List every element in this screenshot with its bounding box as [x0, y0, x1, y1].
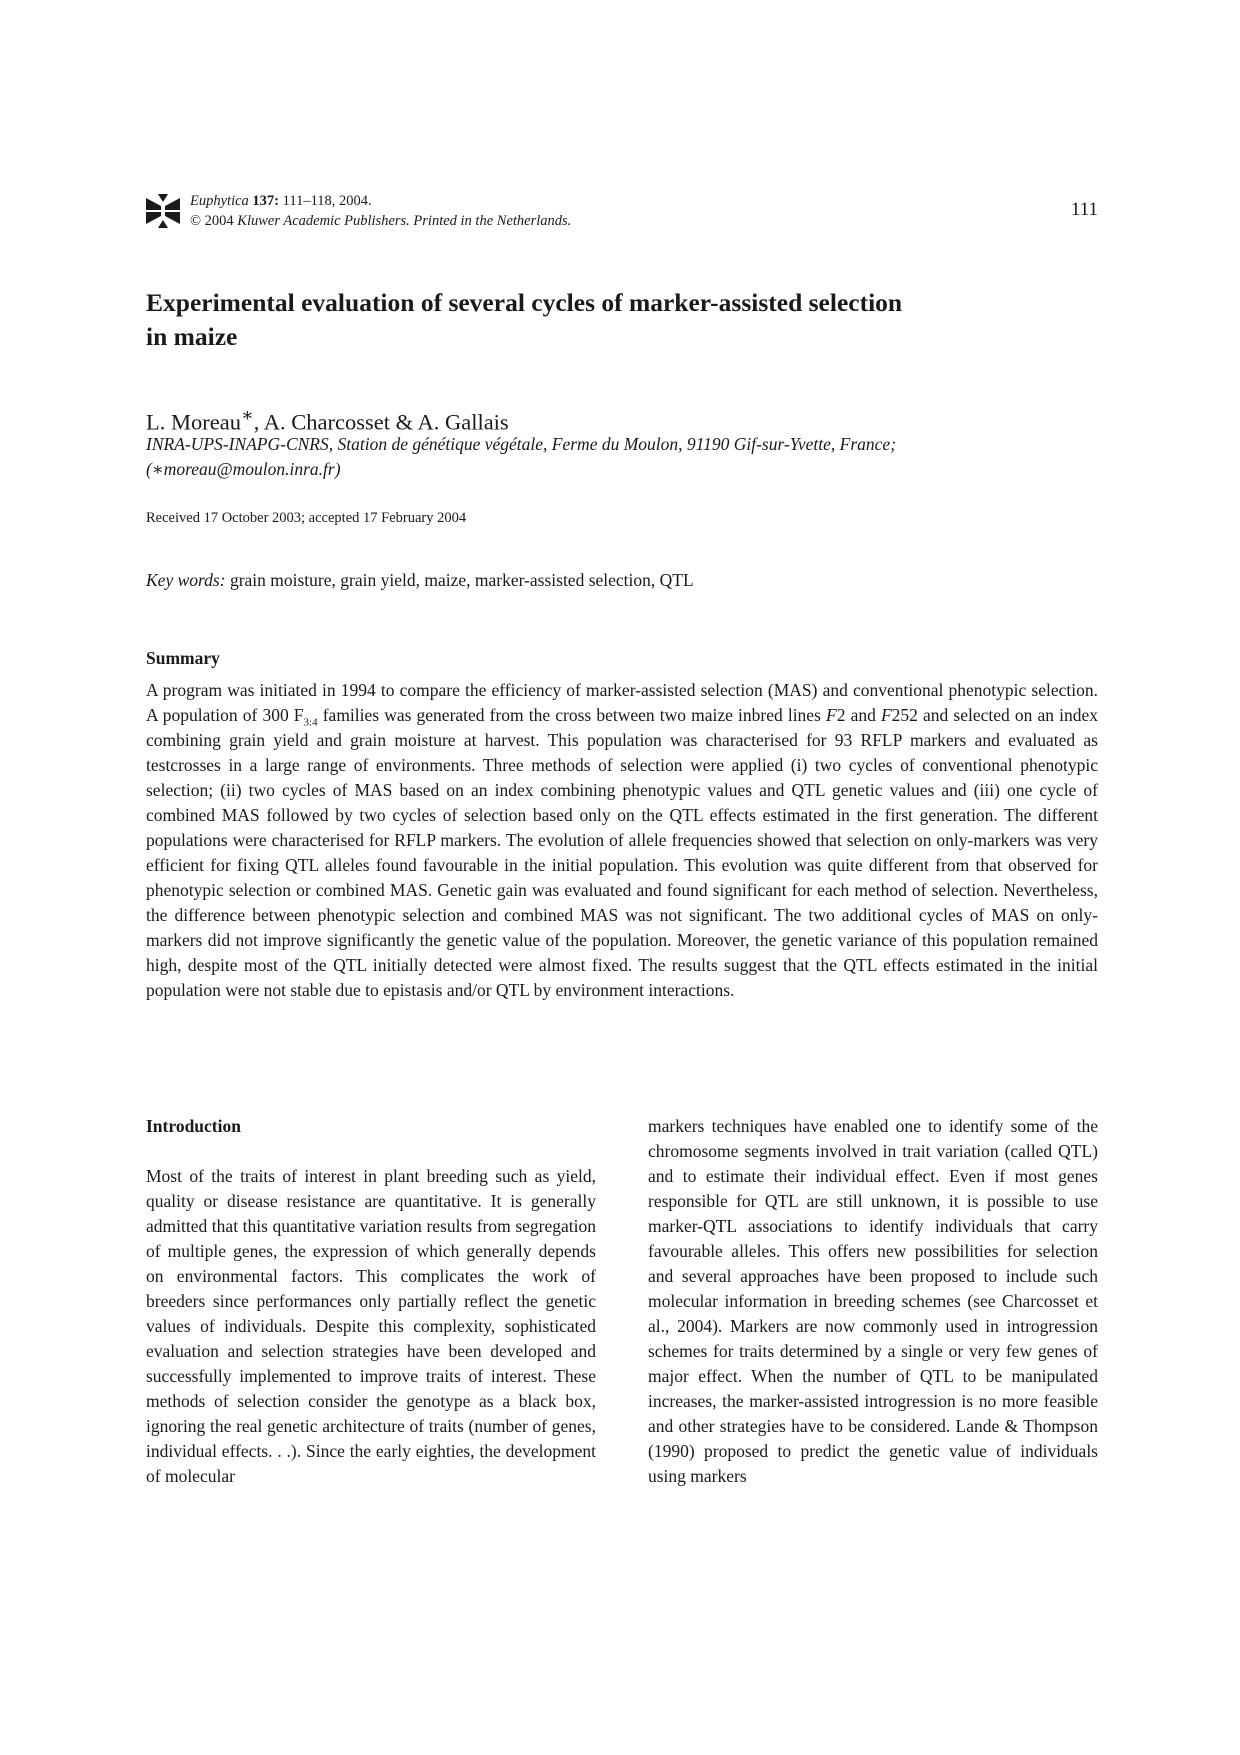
received-dates: Received 17 October 2003; accepted 17 February 2004	[146, 510, 467, 526]
summary-text-segment: families was generated from the cross between two maize inbred lines	[317, 705, 826, 725]
journal-pages-year: 111–118, 2004.	[279, 193, 372, 209]
copyright-line	[190, 211, 571, 231]
author-affiliation	[146, 432, 1086, 482]
summary-text-segment: 2 and	[836, 705, 881, 725]
generation-subscript: 3:4	[303, 716, 318, 729]
author-first: L. Moreau	[146, 409, 241, 435]
publisher-logo-icon	[146, 194, 180, 228]
summary-heading: Summary	[146, 648, 220, 668]
summary-text-segment: 252 and selected on an index combining grain yield and grain moisture at harvest. This population was characterised for 93 RFLP markers and evaluated as testcrosses in a large range of environments. Three methods of selection were applied (i) two cycles of conventional phenotypic selection; (ii) two cycles of MAS based on an index combining phenotypic values and QTL genetic values and (iii) one cycle of combined MAS followed by two cycles of selection based only on the QTL effects estimated in the first generation. The different populations were characterised for RFLP markers. The evolution of allele frequencies showed that selection on only-markers was very efficient for fixing QTL alleles found favourable in the initial population. This evolution was quite different from that observed for phenotypic selection or combined MAS. Genetic gain was evaluated and found significant for each method of selection. Nevertheless, the difference between phenotypic selection and combined MAS was not significant. The two additional cycles of MAS on only-markers did not improve significantly the genetic value of the population. Moreover, the genetic variance of this population remained high, despite most of the QTL initially detected were almost fixed. The results suggest that the QTL effects estimated in the initial population were not stable due to epistasis and/or QTL by environment interactions.	[146, 705, 1098, 1000]
page-header	[146, 191, 1098, 235]
journal-name: Euphytica	[190, 193, 249, 209]
affiliation-line: INRA-UPS-INAPG-CNRS, Station de génétique végétale, Ferme du Moulon, 91190 Gif-sur-Yvette, France;	[146, 434, 897, 454]
journal-volume: 137:	[252, 193, 280, 209]
journal-citation-line	[190, 191, 571, 211]
article-title-line: in maize	[146, 322, 238, 351]
journal-citation	[190, 191, 571, 231]
keywords-list: grain moisture, grain yield, maize, marker-assisted selection, QTL	[225, 570, 694, 590]
body-column-right	[648, 1114, 1098, 1489]
introduction-paragraph: Most of the traits of interest in plant breeding such as yield, quality or disease resistance are quantitative. It is generally admitted that this quantitative variation results from segregation of multiple genes, the expression of which generally depends on environmental factors. This complicates the work of breeders since performances only partially reflect the genetic values of individuals. Despite this complexity, sophisticated evaluation and selection strategies have been developed and successfully implemented to improve traits of interest. These methods of selection consider the genotype as a black box, ignoring the real genetic architecture of traits (number of genes, individual effects. . .). Since the early eighties, the development of molecular	[146, 1166, 596, 1486]
keywords	[146, 568, 694, 592]
page-number: 111	[1070, 199, 1098, 220]
body-column-left	[146, 1114, 596, 1489]
article-title	[146, 286, 1046, 354]
corresponding-author-mark: ∗	[240, 405, 254, 426]
affiliation-email: (∗moreau@moulon.inra.fr)	[146, 459, 341, 479]
summary-text-segment: A program was initiated in 1994 to compare the efficiency of marker-assisted selection (MAS) and conventional phenotypic selection. A population of 300 F	[146, 680, 1098, 725]
line-variable: F	[880, 705, 892, 725]
keywords-label: Key words:	[146, 570, 226, 590]
line-variable: F	[826, 705, 837, 725]
article-title-line: Experimental evaluation of several cycles of marker-assisted selection	[146, 288, 903, 317]
introduction-paragraph-continued: markers techniques have enabled one to identify some of the chromosome segments involved in trait variation (called QTL) and to estimate their individual effect. Even if most genes responsible for QTL are still unknown, it is possible to use marker-QTL associations to identify individuals that carry favourable alleles. This offers new possibilities for selection and several approaches have been proposed to include such molecular information in breeding schemes (see Charcosset et al., 2004). Markers are now commonly used in introgression schemes for traits determined by a single or very few genes of major effect. When the number of QTL to be manipulated increases, the marker-assisted introgression is no more feasible and other strategies have to be considered. Lande & Thompson (1990) proposed to predict the genetic value of individuals using markers	[648, 1116, 1098, 1486]
introduction-heading: Introduction	[146, 1116, 241, 1136]
publisher-line: Kluwer Academic Publishers. Printed in the Netherlands.	[237, 213, 572, 229]
copyright-symbol: © 2004	[190, 213, 238, 229]
author-rest: , A. Charcosset & A. Gallais	[253, 409, 509, 435]
summary-paragraph	[146, 678, 1098, 1003]
